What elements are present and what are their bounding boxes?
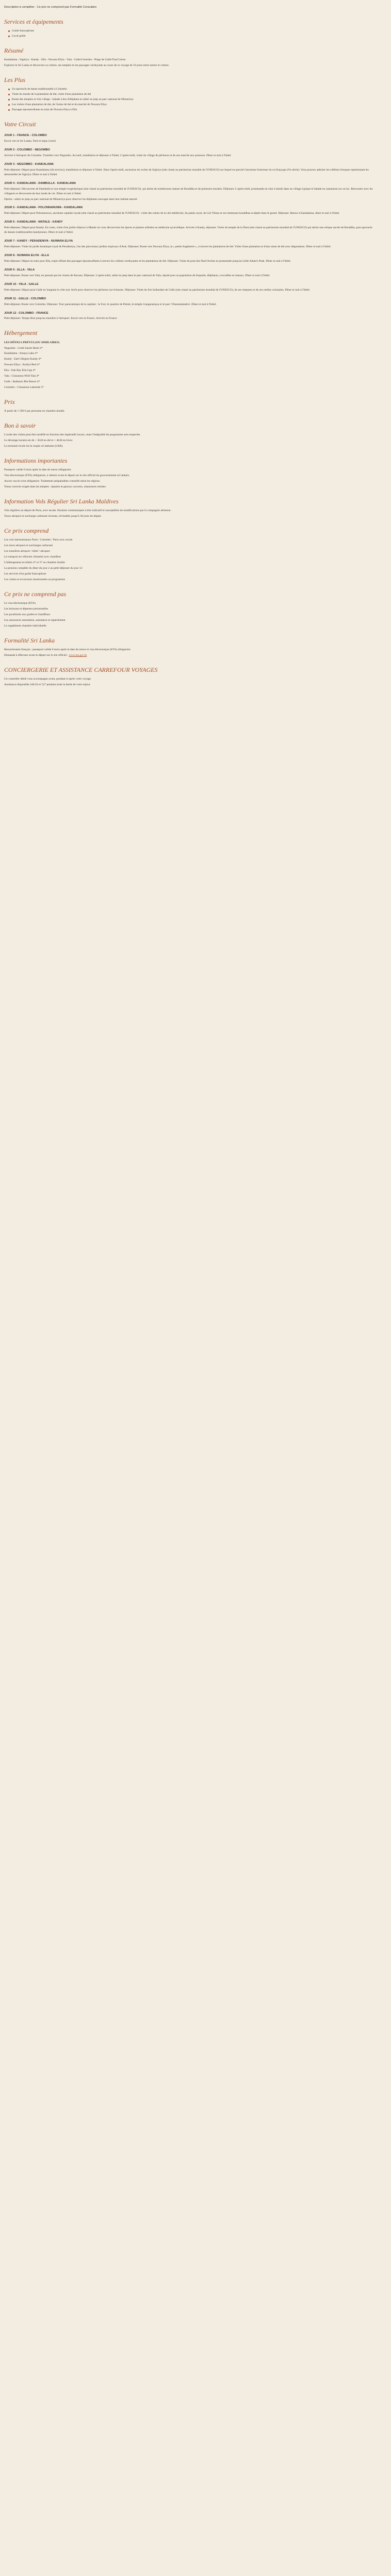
day-block [4,239,376,249]
day-text: Petit-déjeuner. Route vers Yala, en passant par les chutes de Ravana. Déjeuner. L'après-midi, safari en jeep dans le parc national de Yala, réputé pour sa population de léopards, éléphants, crocodiles et oiseaux. Dîner et nuit à l'hôtel. [4,274,270,277]
day-text: Petit-déjeuner. Visite du jardin botanique royal de Peradeniya, l'un des plus beaux jardins tropicaux d'Asie. Déjeuner. Route vers Nuwara Eliya, la « petite Angleterre », à travers les plantations de thé. Visite d'une plantation et d'une usine de thé avec dégustation. Dîner et nuit à l'hôtel. [4,245,331,249]
day-title: JOUR 3 - NEGOMBO - KANDALAMA [4,162,54,166]
prix-comprend-item: L'hébergement en hôtels 4* et 5* en chambre double [4,561,66,565]
day-block [4,133,376,144]
day-text: Petit-déjeuner. Départ pour Galle en longeant la côte sud. Arrêt pour observer les pêcheurs sur échasses. Déjeuner. Visite du fort hollandais de Galle (site classé au patrimoine mondial de l'UNESCO), de ses remparts et de ses ruelles coloniales. Dîner et nuit à l'hôtel. [4,288,311,292]
day-title: JOUR 8 - NUWARA ELIYA - ELLA [4,254,50,257]
day-text: Envol vers le Sri Lanka. Nuit et repas à bord. [4,140,57,143]
prix-line: À partir de 1 590 € par personne en chambre double. [4,410,65,413]
services-item: Guide francophone [8,29,376,33]
prix-comprend-item: Les services d'un guide francophone [4,572,46,575]
informations-text: Passeport valide 6 mois après la date de retour obligatoire. [4,468,72,472]
day-title: JOUR 2 - COLOMBO - NEGOMBO [4,148,50,151]
vols-text: Vols réguliers au départ de Paris, avec escale. Horaires communiqués à titre indicatif et susceptibles de modifications par la compagnie aérienne. [4,509,171,513]
informations-text: Visa électronique (ETA) obligatoire, à obtenir avant le départ sur le site officiel du gouvernement sri lankais. [4,474,130,478]
prix-ne-comprend-item: Le supplément chambre individuelle [4,624,46,628]
bon-savoir-title: Bon à savoir [4,422,36,430]
services-title: Services et équipements [4,18,63,25]
prix-ne-comprend-item: Le visa électronique (ETA) [4,602,36,605]
prix-ne-comprend-item: Les pourboires aux guides et chauffeurs [4,613,51,616]
hebergement-subtitle: LES HÔTELS PRÉVUS (OU SIMILAIRES) [4,341,60,344]
services-list [8,29,376,39]
day-block [4,181,376,202]
day-text: Petit-déjeuner. Route vers Colombo. Déjeuner. Tour panoramique de la capitale : le Fort, le quartier de Pettah, le temple Gangaramaya et le parc Viharamahadevi. Dîner et nuit à l'hôtel. [4,302,217,306]
conciergerie-text: Assistance disponible 24h/24 et 7j/7 pendant toute la durée de votre séjour. [4,683,91,686]
prix-comprend-item: Le transport en véhicule climatisé avec chauffeur [4,555,61,559]
prix-comprend-title: Ce prix comprend [4,527,49,535]
vols-title: Information Vols Régulier Sri Lanka Maldives [4,498,119,505]
hebergement-title: Hébergement [4,329,38,337]
hotel-line: Colombo : Cinnamon Lakeside 5* [4,386,44,389]
plus-item: Un spectacle de danse traditionnelle à Colombo [8,87,376,92]
conciergerie-title: CONCIERGERIE ET ASSISTANCE CARREFOUR VOYAGES [4,666,158,673]
day-title: JOUR 10 - YALA - GALLE [4,282,39,286]
prix-comprend-item: Les taxes aéroport et surcharges carburant [4,544,53,548]
day-block [4,297,376,307]
plus-list [8,87,376,112]
day-title: JOUR 1 - FRANCE - COLOMBO [4,134,47,138]
resume-text: Kandalama - Sigiriya - Kandy - Ella - Nuwara Eliya - Yala - Galle/Colombo - Plage de Galle/Tisa/Colom [4,58,126,62]
day-title: JOUR 7 - KANDY - PERADENIYA - NUWARA ELIYA [4,240,73,243]
day-block [4,220,376,235]
hotel-line: Galle : Radisson Blu Resort 4* [4,380,40,384]
intro-line: Description à compléter - Ce prix ne comprend pas Formalité Consulaire [4,6,97,9]
prix-comprend-item: La pension complète du dîner du jour 2 au petit-déjeuner du jour 12 [4,567,83,570]
day-block [4,206,376,216]
day-block [4,253,376,264]
prix-comprend-item: Les vols internationaux Paris / Colombo / Paris avec escale [4,538,73,542]
hotel-line: Ella : Oak Ray Ella Gap 4* [4,369,36,372]
bon-savoir-text: La monnaie locale est la roupie sri lankaise (LKR). [4,445,63,448]
informations-text: Aucun vaccin n'est obligatoire. Traitement antipaludéen conseillé selon les régions. [4,480,101,483]
day-text: Option : safari en jeep au parc national de Minneriya pour observer les éléphants sauvages dans leur habitat naturel. [4,197,138,201]
day-text: Petit-déjeuner. Départ pour Polonnaruwa, ancienne capitale royale (site classé au patrimoine mondial de l'UNESCO) : visite des ruines de la cité médiévale, du palais royal, du Gal Vihara et ses immenses bouddhas sculptés dans le granit. Déjeuner. Retour à Kandalama, dîner et nuit à l'hôtel. [4,212,340,215]
hotel-line: Yala : Cinnamon Wild Yala 4* [4,375,40,378]
day-title: JOUR 6 - KANDALAMA - MATALE - KANDY [4,221,63,224]
resume-title: Résumé [4,47,24,54]
day-block [4,282,376,293]
informations-title: Informations importantes [4,457,68,465]
circuit-title: Votre Circuit [4,120,36,128]
day-text: Arrivée à l'aéroport de Colombo. Transfert vers Negombo. Accueil, installation et déjeuner à l'hôtel. L'après-midi, visite du village de pêcheurs et de son marché aux poissons. Dîner et nuit à l'hôtel. [4,154,232,157]
prix-title: Prix [4,398,15,405]
formalite-text-part: Demande à effectuer avant le départ sur le site officiel : [4,653,69,657]
day-title: JOUR 4 - KANDALAMA - DAMBULLA - KANDALAMA [4,181,76,185]
formalite-text: Ressortissants français : passeport valide 6 mois après la date de retour et visa électronique (ETA) obligatoire. [4,648,132,651]
day-text: Petit-déjeuner. Départ en train pour Ella, trajet offrant des paysages époustouflants à travers les collines verdoyantes et les plantations de thé. Déjeuner. Visite du pont des Neuf Arches et promenade jusqu'au Little Adam's Peak. Dîner et nuit à l'hôtel. [4,259,291,263]
prix-comprend-item: Les transferts aéroport / hôtel / aéroport [4,550,50,553]
day-text: Petit-déjeuner. Temps libre jusqu'au transfert à l'aéroport. Envol vers la France. Arrivée en France. [4,317,118,320]
formalite-link[interactable]: www.eta.gov.lk [69,653,87,657]
day-title: JOUR 9 - ELLA - YALA [4,268,35,272]
plus-item: Visite du musée de la plantation de thé, visite d'une plantation de thé [8,92,376,97]
conciergerie-text: Un conseiller dédié vous accompagne avant, pendant et après votre voyage. [4,677,92,681]
day-block [4,268,376,278]
vols-text: Taxes aéroport et surcharge carburant incluses, révisables jusqu'à 30 jours du départ. [4,515,102,518]
day-text: Petit-déjeuner. Départ pour Kandy. En route, visite d'un jardin d'épices à Matale où vous découvrirez les épices et plantes utilisées en médecine ayurvédique. Arrivée à Kandy, déjeuner. Visite du temple de la Dent (site classé au patrimoine mondial de l'UNESCO) qui abrite une relique sacrée de Bouddha, puis spectacle de danses traditionnelles kandyennes. Dîner et nuit à l'hôtel. [4,226,372,234]
informations-text: Tenue correcte exigée dans les temples : épaules et genoux couverts, chaussures retirées. [4,485,107,489]
hotel-line: Kandy : Earl's Regent Kandy 4* [4,358,42,361]
hotel-line: Kandalama : Amaya Lake 4* [4,352,38,355]
day-block [4,148,376,158]
formalite-text [4,653,376,658]
prix-ne-comprend-item: Les boissons et dépenses personnelles [4,607,48,611]
bon-savoir-text: L'ordre des visites peut être modifié en fonction des impératifs locaux, mais l'intégralité du programme sera respectée. [4,433,141,437]
prix-comprend-item: Les visites et excursions mentionnées au programme [4,578,66,581]
prix-ne-comprend-title: Ce prix ne comprend pas [4,590,67,598]
hotel-line: Negombo : Goldi Sands Hotel 4* [4,346,43,350]
day-title: JOUR 5 - KANDALAMA - POLONNARUWA - KANDALAMA [4,206,83,210]
plus-item: Paysages époustouflants en train de Nuwara Eliya à Ella [8,108,376,112]
prix-ne-comprend-item: Les assurances annulation, assistance et rapatriement [4,618,66,622]
plus-item: Les visites d'une plantation de thé, de l'usine de thé et du marché de Nuwara Eliya [8,103,376,107]
formalite-title: Formalité Sri Lanka [4,636,55,644]
resume-text-2: Explorez le Sri Lanka et découvrez sa culture, ses temples et ses paysages verdoyants au cours de ce voyage de 10 jours entre nature et culture. [4,64,170,67]
plus-title: Les Plus [4,76,26,84]
day-title: JOUR 11 - GALLE - COLOMBO [4,297,46,300]
day-text: Petit-déjeuner. Découverte de Dambulla et son temple troglodytique (site classé au patrimoine mondial de l'UNESCO), qui abrite de nombreuses statues de Bouddha et de peintures murales. Déjeuner. L'après-midi, promenade en char à bœufs dans un village typique et balade en catamaran sur un lac. Rencontre avec les villageois et découverte de leur mode de vie. Dîner et nuit à l'hôtel. [4,187,373,195]
day-block [4,311,376,321]
day-text: Petit-déjeuner. Départ pour Kandalama (4h environ), installation et déjeuner à l'hôtel. Dans l'après-midi, ascension du rocher de Sigiriya (site classé au patrimoine mondial de l'UNESCO) sur lequel est perché l'ancienne forteresse du roi Kasyapa (Ve siècle). Vous pourrez admirer les célèbres fresques représentant les demoiselles de Sigiriya. Dîner et nuit à l'hôtel. [4,168,369,176]
day-block [4,162,376,177]
bon-savoir-text: Le décalage horaire est de + 3h30 en été et + 4h30 en hiver. [4,439,73,443]
services-item: Local guide [8,34,376,39]
day-title: JOUR 12 - COLOMBO - FRANCE [4,311,48,315]
hotel-line: Nuwara Eliya : Araliya Red 4* [4,363,40,367]
plus-item: Route des temples et d'un village - balade à dos d'éléphant et safari en jeep au parc national de Minneriya [8,97,376,102]
